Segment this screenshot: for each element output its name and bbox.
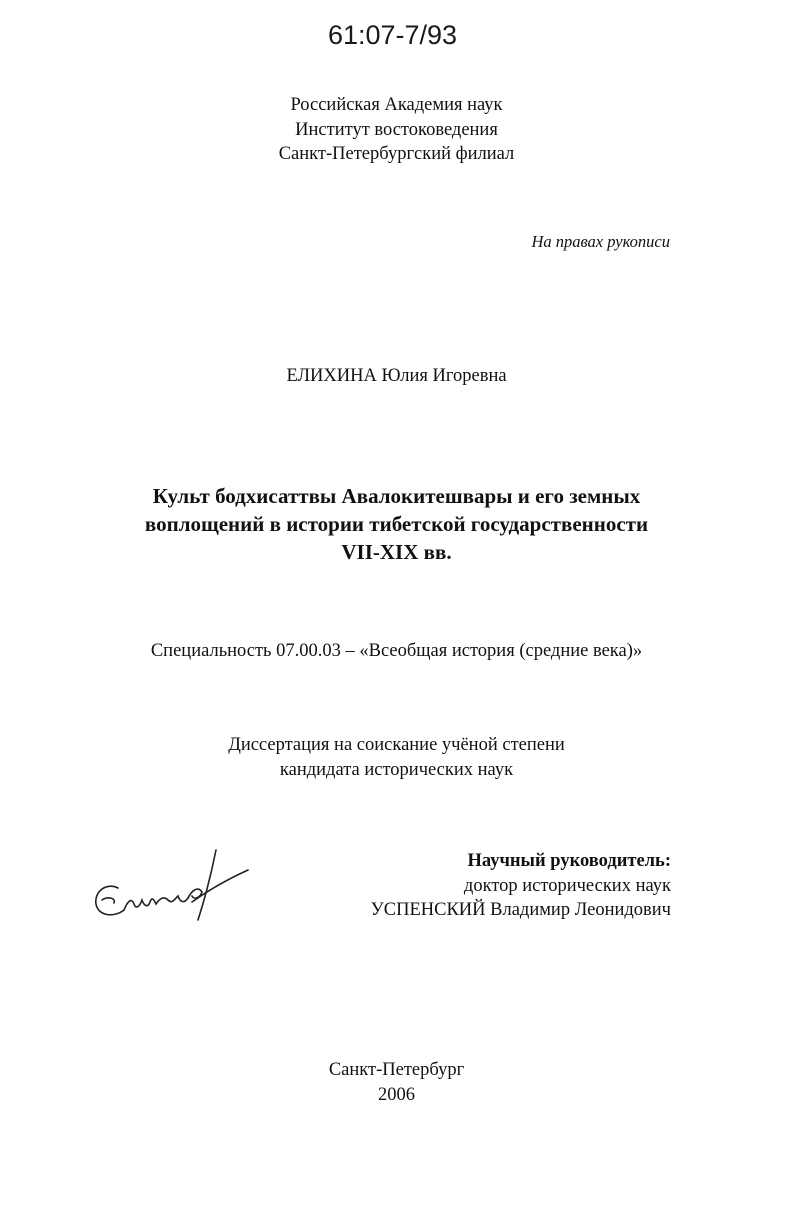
advisor-degree: доктор исторических наук [463, 875, 671, 896]
academy-name: Российская Академия наук [290, 95, 503, 115]
institution-block [0, 93, 793, 167]
catalog-stamp [0, 20, 793, 51]
catalog-number: 61:07-7/93 [327, 20, 458, 50]
year: 2006 [378, 1084, 415, 1105]
title-line-3: VII-XIX вв. [341, 540, 452, 564]
advisor-name: УСПЕНСКИЙ Владимир Леонидович [370, 900, 671, 920]
advisor-label: Научный руководитель: [467, 851, 671, 871]
handwritten-signature-icon [88, 840, 253, 925]
degree-line-1: Диссертация на соискание учёной степени [228, 735, 565, 755]
title-line-2: воплощений в истории тибетской государственности [144, 512, 649, 536]
dissertation-title [0, 482, 793, 566]
author-name: ЕЛИХИНА Юлия Игоревна [286, 366, 507, 386]
advisor-block [371, 849, 671, 923]
specialty: Специальность 07.00.03 – «Всеобщая история (средние века)» [150, 641, 643, 661]
manuscript-rights: На правах рукописи [531, 232, 670, 251]
degree-statement [0, 733, 793, 782]
branch-name: Санкт-Петербургский филиал [278, 144, 515, 164]
degree-line-2: кандидата исторических наук [279, 759, 514, 780]
place-and-year [0, 1058, 793, 1107]
title-line-1: Культ бодхисаттвы Авалокитешвары и его земных [152, 484, 641, 508]
city: Санкт-Петербург [328, 1060, 465, 1080]
institute-name: Институт востоковедения [295, 119, 498, 140]
